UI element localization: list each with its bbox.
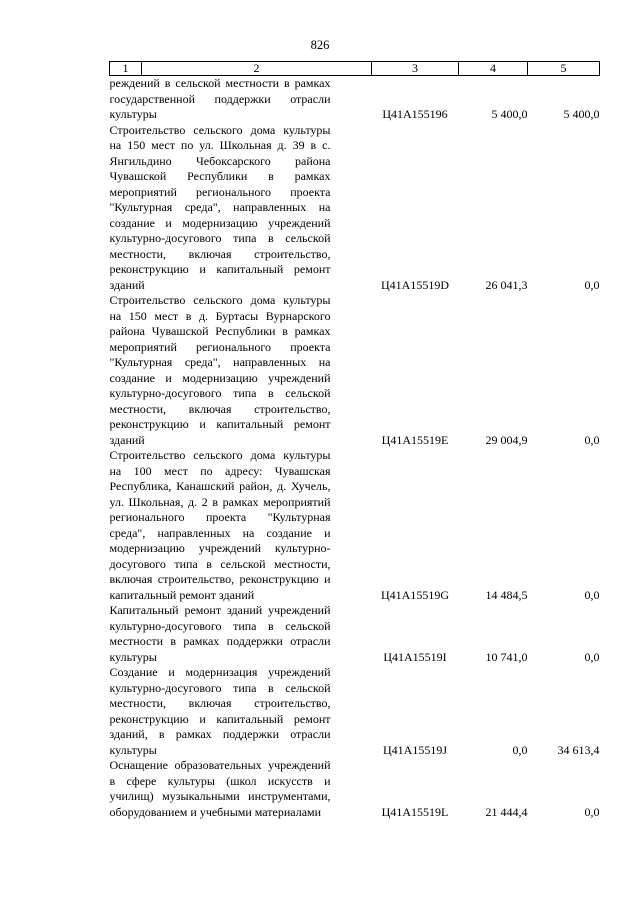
row-value-col4: 21 444,4 [485,804,528,819]
row-code: Ц41А15519J [382,742,447,757]
row-description [110,665,372,758]
table-row [110,603,600,665]
row-description [110,603,372,665]
row-description [110,293,372,448]
row-code: Ц41А155196 [382,107,448,121]
row-value-col4: 10 741,0 [485,649,528,664]
row-code: Ц41А15519G [381,587,449,602]
column-header-5: 5 [528,62,600,76]
row-description [110,123,372,294]
row-description-text: Создание и модернизация учреждений культурно-досугового типа в сельской местности, включая строительство, реконструкцию и капитальный ремонт зданий, в рамках поддержки отрасли культуры [109,665,331,757]
page-number: 826 [310,38,330,52]
row-value-col4: 0,0 [512,742,528,757]
header-row [110,62,600,76]
column-header-1: 1 [110,62,142,76]
row-code: Ц41А15519D [381,277,449,292]
column-header-2: 2 [142,62,372,76]
row-value-col5: 0,0 [584,432,600,447]
table-row [110,123,600,294]
column-header-3: 3 [372,62,459,76]
row-code: Ц41А15519L [381,804,449,819]
table-body [110,76,600,821]
row-description [110,448,372,603]
table-row [110,665,600,758]
row-value-col5: 0,0 [584,587,600,602]
row-description [110,758,372,820]
row-value-col4: 26 041,3 [485,277,528,292]
row-description-text: Оснащение образовательных учреждений в сфере культуры (школ искусств и училищ) музыкальными инструментами, оборудованием и учебными материалами [109,758,331,819]
row-code: Ц41А15519E [381,432,449,447]
row-description-text: реждений в сельской местности в рамках государственной поддержки отрасли культуры [109,76,331,121]
row-value-col5: 0,0 [584,804,600,819]
table-row [110,76,600,123]
table-row [110,293,600,448]
row-description [110,76,372,123]
table-row [110,448,600,603]
column-header-4: 4 [459,62,528,76]
row-code: Ц41А15519I [383,649,447,664]
row-value-col5: 0,0 [584,277,600,292]
row-value-col5: 0,0 [584,649,600,664]
row-value-col5: 34 613,4 [557,742,600,757]
row-description-text: Строительство сельского дома культуры на 150 мест по ул. Школьная д. 39 в с. Янгильдино Чебоксарского района Чувашской Республики в рамках мероприятий регионального проекта "Культурная среда", направленных на создание и модернизацию учреждений культурно-досугового типа в сельской местности, включая строительство, реконструкцию и капитальный ремонт зданий [109,122,331,292]
budget-table [109,61,600,820]
row-description-text: Капитальный ремонт зданий учреждений культурно-досугового типа в сельской местности в рамках поддержки отрасли культуры [109,603,331,664]
row-value-col4: 29 004,9 [485,432,528,447]
row-value-col5: 5 400,0 [563,107,600,121]
table-row [110,758,600,820]
row-value-col4: 14 484,5 [485,587,528,602]
row-value-col4: 5 400,0 [491,107,528,121]
row-description-text: Строительство сельского дома культуры на 150 мест в д. Буртасы Вурнарского района Чувашской Республики в рамках мероприятий регионального проекта "Культурная среда", направленных на создание и модернизацию учреждений культурно-досугового типа в сельской местности, включая строительство, реконструкцию и капитальный ремонт зданий [109,293,331,447]
row-description-text: Строительство сельского дома культуры на 100 мест по адресу: Чувашская Республика, Канашский район, д. Хучель, ул. Школьная, д. 2 в рамках мероприятий регионального проекта "Культурная среда", направленных на создание и модернизацию учреждений культурно-досугового типа в сельской местности, включая строительство, реконструкцию и капитальный ремонт зданий [109,448,331,602]
table-header [110,62,600,76]
